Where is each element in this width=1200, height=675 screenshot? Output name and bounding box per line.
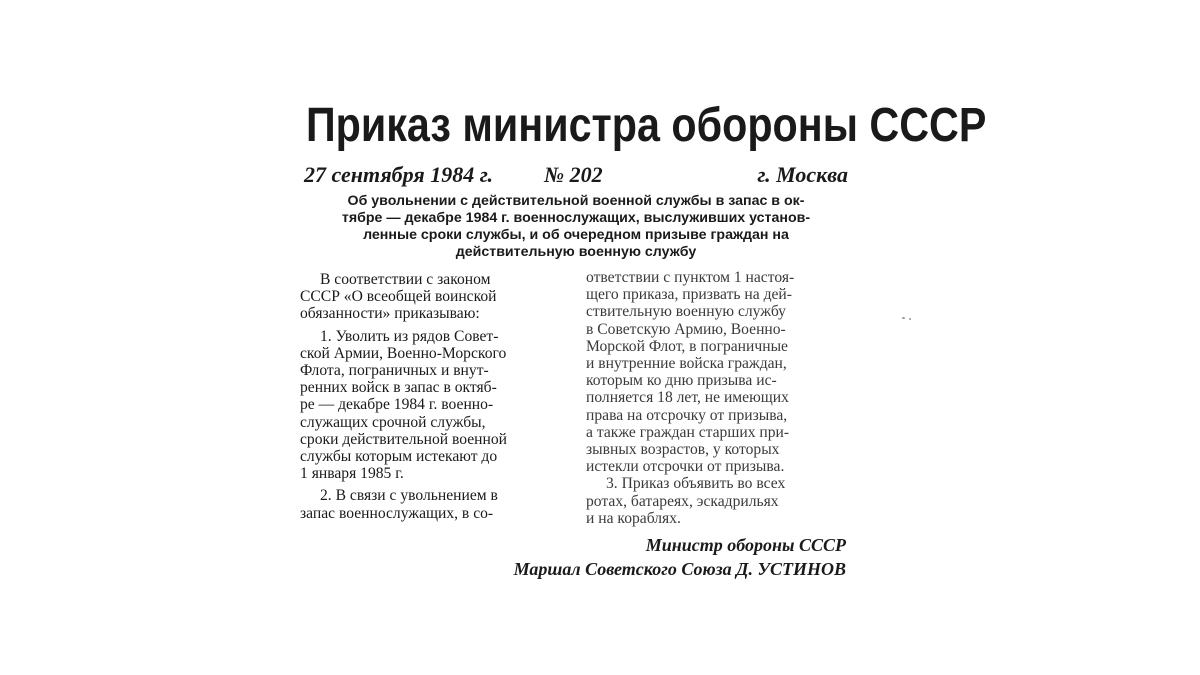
signature-title: Министр обороны СССР [645, 535, 846, 555]
left-column [300, 271, 566, 522]
body-line: обязанности» приказываю: [300, 305, 480, 323]
order-city: г. Москва [757, 162, 848, 187]
signature-block [514, 533, 846, 581]
body-line: СССР «О всеобщей воинской [300, 288, 497, 306]
subtitle-line: Об увольнении с действительной военной службы в запас в ок- [347, 193, 805, 209]
right-column [586, 269, 852, 527]
scan-speck [909, 318, 911, 320]
dateline [304, 161, 848, 189]
body-line: а также граждан старших при- [586, 423, 790, 441]
body-line: зывных возрастов, у которых [586, 441, 780, 459]
body-line: службы которым истекают до [300, 448, 498, 466]
order-subtitle [304, 193, 848, 261]
scan-speck [902, 317, 905, 319]
order-date: 27 сентября 1984 г. [304, 162, 494, 187]
subtitle-line: тябре — декабре 1984 г. военнослужащих, выслуживших установ- [341, 210, 811, 226]
body-line: которым ко дню призыва ис- [586, 372, 777, 390]
newspaper-clipping [296, 95, 987, 585]
body-line: ротах, батареях, эскадрильях [586, 492, 779, 510]
body-line: ской Армии, Военно-Морского [300, 344, 507, 362]
body-line: Морской Флот, в пограничные [586, 337, 788, 355]
body-line: полняется 18 лет, не имеющих [586, 389, 789, 407]
body-line: 3. Приказ объявить во всех [606, 475, 786, 493]
body-line: ре — декабре 1984 г. военно- [300, 396, 494, 414]
body-line: и на кораблях. [586, 509, 681, 527]
document-title: Приказ министра обороны СССР [306, 99, 987, 152]
body-line: в Советскую Армию, Военно- [586, 320, 786, 338]
body-line: ответствии с пунктом 1 настоя- [586, 269, 795, 286]
body-line: запас военнослужащих, в со- [300, 504, 494, 522]
order-number: № 202 [544, 162, 603, 187]
body-line: ствительную военную службу [586, 303, 786, 321]
body-line: 1. Уволить из рядов Совет- [320, 327, 499, 345]
body-line: Флота, пограничных и внут- [300, 362, 489, 380]
subtitle-line: ленные сроки службы, и об очередном призыве граждан на [363, 227, 789, 243]
body-line: сроки действительной военной [300, 430, 507, 448]
body-line: и внутренние войска граждан, [586, 355, 787, 373]
body-line: щего приказа, призвать на дей- [586, 286, 792, 304]
body-line: права на отсрочку от призыва, [586, 406, 788, 424]
signature-name: Маршал Советского Союза Д. УСТИНОВ [513, 559, 846, 579]
subtitle-line: действительную военную службу [455, 244, 697, 260]
body-line: истекли отсрочки от призыва. [586, 458, 785, 476]
body-line: 1 января 1985 г. [300, 465, 404, 483]
body-line: ренних войск в запас в октяб- [300, 379, 497, 397]
body-line: В соответствии с законом [320, 271, 491, 288]
body-line: 2. В связи с увольнением в [320, 487, 498, 505]
body-line: служащих срочной службы, [300, 413, 486, 431]
